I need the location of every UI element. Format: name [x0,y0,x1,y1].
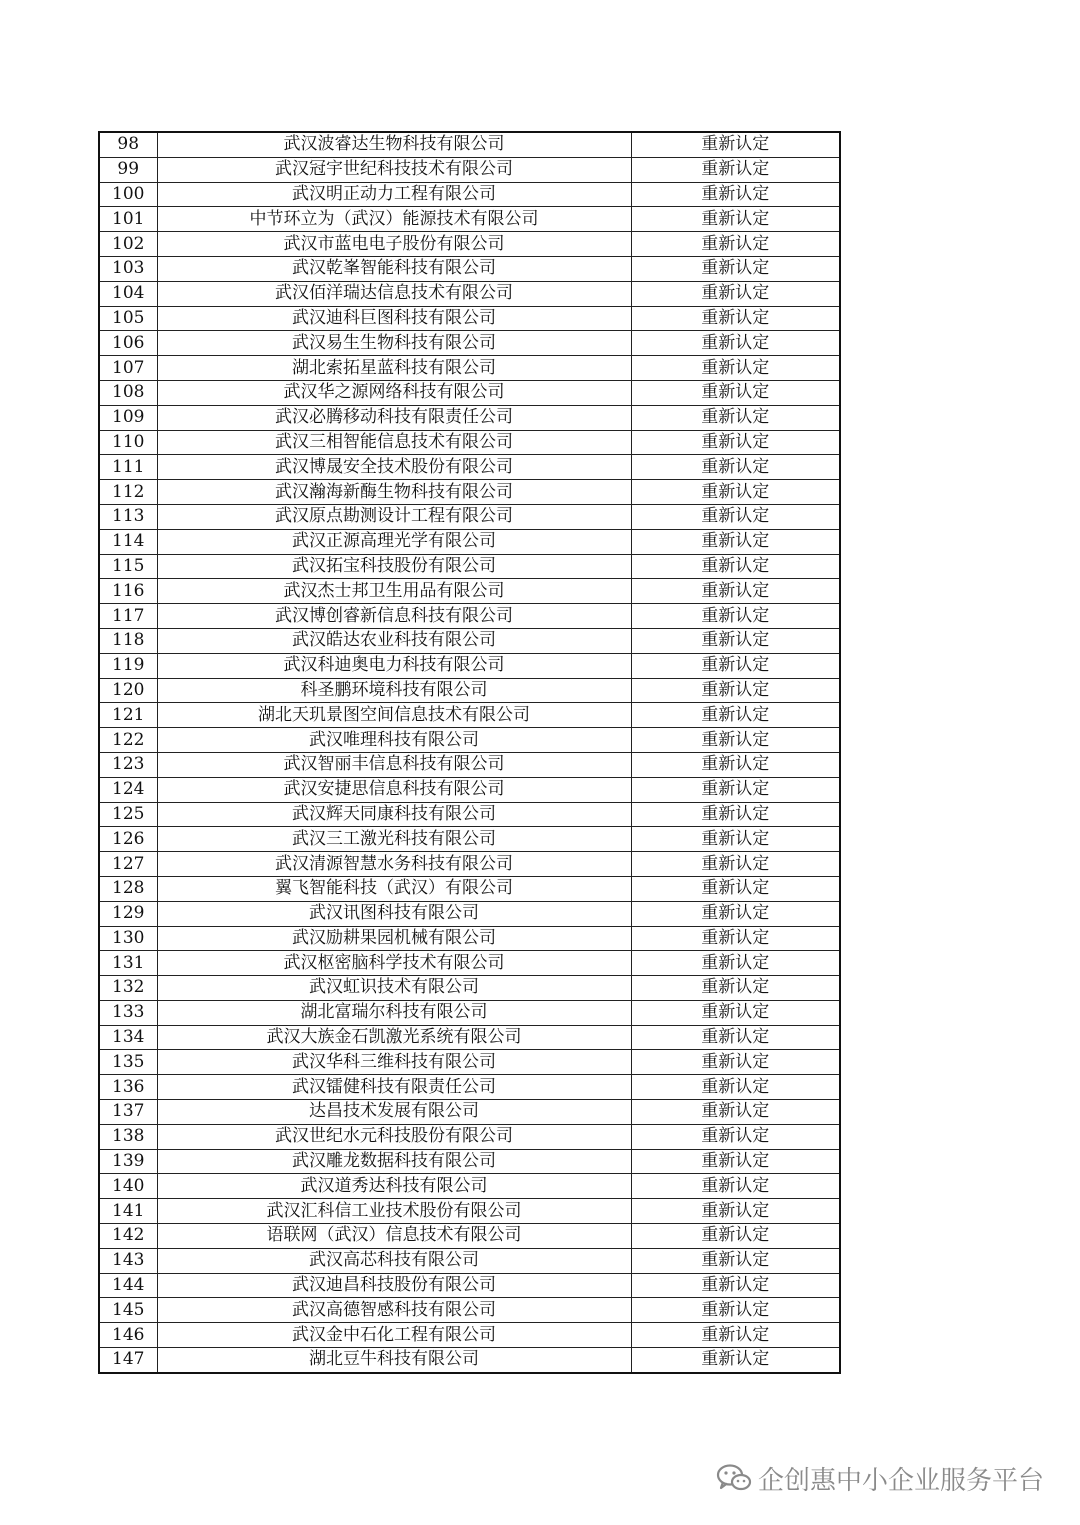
company-name: 湖北豆牛科技有限公司 [157,1348,631,1373]
status-text: 重新认定 [631,132,840,157]
table-row [99,1348,840,1373]
row-number: 109 [99,405,157,430]
table-row [99,430,840,455]
company-name: 武汉博晟安全技术股份有限公司 [157,455,631,480]
status-text: 重新认定 [631,1323,840,1348]
status-text: 重新认定 [631,653,840,678]
company-name: 武汉迪科巨图科技有限公司 [157,306,631,331]
status-text: 重新认定 [631,455,840,480]
table-row [99,182,840,207]
row-number: 108 [99,380,157,405]
company-name: 武汉市蓝电电子股份有限公司 [157,232,631,257]
row-number: 106 [99,331,157,356]
status-text: 重新认定 [631,157,840,182]
row-number: 145 [99,1298,157,1323]
company-name: 武汉原点勘测设计工程有限公司 [157,504,631,529]
company-name: 武汉世纪水元科技股份有限公司 [157,1124,631,1149]
company-name: 武汉三相智能信息技术有限公司 [157,430,631,455]
status-text: 重新认定 [631,356,840,381]
status-text: 重新认定 [631,678,840,703]
company-name: 武汉冠宇世纪科技技术有限公司 [157,157,631,182]
status-text: 重新认定 [631,579,840,604]
company-name: 武汉博创睿新信息科技有限公司 [157,604,631,629]
company-name: 武汉皓达农业科技有限公司 [157,628,631,653]
company-name: 科圣鹏环境科技有限公司 [157,678,631,703]
status-text: 重新认定 [631,554,840,579]
table-row [99,876,840,901]
watermark [716,1458,1044,1498]
table-row [99,356,840,381]
row-number: 102 [99,232,157,257]
company-name: 中节环立为（武汉）能源技术有限公司 [157,207,631,232]
status-text: 重新认定 [631,802,840,827]
table-row [99,157,840,182]
row-number: 107 [99,356,157,381]
status-text: 重新认定 [631,604,840,629]
company-name: 武汉辉天同康科技有限公司 [157,802,631,827]
table-row [99,604,840,629]
company-name: 武汉正源高理光学有限公司 [157,529,631,554]
row-number: 130 [99,926,157,951]
table-row [99,1075,840,1100]
table-row [99,1124,840,1149]
status-text: 重新认定 [631,281,840,306]
table-row [99,306,840,331]
table-row [99,132,840,157]
row-number: 140 [99,1174,157,1199]
row-number: 123 [99,752,157,777]
table-row [99,926,840,951]
status-text: 重新认定 [631,331,840,356]
company-name: 湖北富瑞尔科技有限公司 [157,1000,631,1025]
table-row [99,1050,840,1075]
status-text: 重新认定 [631,852,840,877]
row-number: 103 [99,256,157,281]
row-number: 135 [99,1050,157,1075]
row-number: 131 [99,951,157,976]
company-name: 武汉清源智慧水务科技有限公司 [157,852,631,877]
row-number: 138 [99,1124,157,1149]
row-number: 136 [99,1075,157,1100]
table-row [99,529,840,554]
row-number: 137 [99,1100,157,1125]
table-row [99,331,840,356]
company-name: 武汉雕龙数据科技有限公司 [157,1149,631,1174]
company-name: 武汉杰士邦卫生用品有限公司 [157,579,631,604]
row-number: 127 [99,852,157,877]
company-name: 武汉汇科信工业技术股份有限公司 [157,1199,631,1224]
row-number: 134 [99,1025,157,1050]
row-number: 122 [99,728,157,753]
table-row [99,504,840,529]
company-name: 武汉高德智感科技有限公司 [157,1298,631,1323]
company-name: 武汉虹识技术有限公司 [157,976,631,1001]
row-number: 101 [99,207,157,232]
company-name: 武汉唯理科技有限公司 [157,728,631,753]
company-name: 语联网（武汉）信息技术有限公司 [157,1224,631,1249]
table-row [99,703,840,728]
status-text: 重新认定 [631,306,840,331]
status-text: 重新认定 [631,480,840,505]
status-text: 重新认定 [631,1199,840,1224]
status-text: 重新认定 [631,752,840,777]
row-number: 116 [99,579,157,604]
status-text: 重新认定 [631,1348,840,1373]
row-number: 114 [99,529,157,554]
status-text: 重新认定 [631,703,840,728]
company-name: 武汉科迪奥电力科技有限公司 [157,653,631,678]
company-name: 武汉乾峯智能科技有限公司 [157,256,631,281]
table-row [99,852,840,877]
table-row [99,901,840,926]
row-number: 118 [99,628,157,653]
table-row [99,405,840,430]
company-name: 武汉迪昌科技股份有限公司 [157,1273,631,1298]
company-name: 武汉高芯科技有限公司 [157,1248,631,1273]
table-row [99,455,840,480]
status-text: 重新认定 [631,504,840,529]
status-text: 重新认定 [631,1050,840,1075]
wechat-icon [716,1463,752,1493]
status-text: 重新认定 [631,976,840,1001]
company-name: 武汉佰洋瑞达信息技术有限公司 [157,281,631,306]
status-text: 重新认定 [631,207,840,232]
table-row [99,281,840,306]
row-number: 99 [99,157,157,182]
row-number: 125 [99,802,157,827]
status-text: 重新认定 [631,1000,840,1025]
table-row [99,1100,840,1125]
row-number: 128 [99,876,157,901]
row-number: 110 [99,430,157,455]
table-row [99,1199,840,1224]
status-text: 重新认定 [631,380,840,405]
row-number: 146 [99,1323,157,1348]
table-row [99,1224,840,1249]
status-text: 重新认定 [631,901,840,926]
table-row [99,728,840,753]
row-number: 147 [99,1348,157,1373]
company-name: 武汉励耕果园机械有限公司 [157,926,631,951]
status-text: 重新认定 [631,1174,840,1199]
company-name: 武汉瀚海新酶生物科技有限公司 [157,480,631,505]
table-row [99,256,840,281]
status-text: 重新认定 [631,1124,840,1149]
row-number: 120 [99,678,157,703]
company-name: 达昌技术发展有限公司 [157,1100,631,1125]
company-name: 武汉枢密脑科学技术有限公司 [157,951,631,976]
table-row [99,207,840,232]
table-row [99,976,840,1001]
table-row [99,579,840,604]
status-text: 重新认定 [631,1075,840,1100]
row-number: 119 [99,653,157,678]
row-number: 139 [99,1149,157,1174]
status-text: 重新认定 [631,926,840,951]
row-number: 111 [99,455,157,480]
table-row [99,1273,840,1298]
status-text: 重新认定 [631,1298,840,1323]
company-name: 武汉华科三维科技有限公司 [157,1050,631,1075]
table-row [99,554,840,579]
company-name: 武汉镭健科技有限责任公司 [157,1075,631,1100]
status-text: 重新认定 [631,1100,840,1125]
status-text: 重新认定 [631,827,840,852]
row-number: 126 [99,827,157,852]
status-text: 重新认定 [631,628,840,653]
table-row [99,1174,840,1199]
company-name: 翼飞智能科技（武汉）有限公司 [157,876,631,901]
status-text: 重新认定 [631,1224,840,1249]
status-text: 重新认定 [631,728,840,753]
row-number: 117 [99,604,157,629]
company-name: 武汉明正动力工程有限公司 [157,182,631,207]
company-name: 武汉三工激光科技有限公司 [157,827,631,852]
company-name: 武汉必腾移动科技有限责任公司 [157,405,631,430]
status-text: 重新认定 [631,1248,840,1273]
status-text: 重新认定 [631,529,840,554]
row-number: 144 [99,1273,157,1298]
row-number: 105 [99,306,157,331]
row-number: 113 [99,504,157,529]
status-text: 重新认定 [631,1025,840,1050]
table-row [99,1025,840,1050]
company-name: 湖北天玑景图空间信息技术有限公司 [157,703,631,728]
row-number: 124 [99,777,157,802]
status-text: 重新认定 [631,876,840,901]
table-row [99,1149,840,1174]
table-row [99,232,840,257]
row-number: 121 [99,703,157,728]
row-number: 129 [99,901,157,926]
status-text: 重新认定 [631,430,840,455]
table-row [99,1000,840,1025]
company-name: 武汉道秀达科技有限公司 [157,1174,631,1199]
company-table [98,131,841,1374]
status-text: 重新认定 [631,256,840,281]
row-number: 132 [99,976,157,1001]
row-number: 98 [99,132,157,157]
company-name: 武汉波睿达生物科技有限公司 [157,132,631,157]
row-number: 141 [99,1199,157,1224]
company-name: 湖北索拓星蓝科技有限公司 [157,356,631,381]
status-text: 重新认定 [631,777,840,802]
row-number: 112 [99,480,157,505]
company-name: 武汉华之源网络科技有限公司 [157,380,631,405]
table-row [99,802,840,827]
status-text: 重新认定 [631,1273,840,1298]
table-row [99,1248,840,1273]
table-body [99,132,840,1373]
table-row [99,777,840,802]
company-name: 武汉大族金石凯激光系统有限公司 [157,1025,631,1050]
table-row [99,1323,840,1348]
company-name: 武汉拓宝科技股份有限公司 [157,554,631,579]
status-text: 重新认定 [631,1149,840,1174]
status-text: 重新认定 [631,405,840,430]
company-name: 武汉智丽丰信息科技有限公司 [157,752,631,777]
watermark-text: 企创惠中小企业服务平台 [757,1465,1044,1496]
status-text: 重新认定 [631,182,840,207]
table-row [99,628,840,653]
company-name: 武汉讯图科技有限公司 [157,901,631,926]
table-row [99,480,840,505]
table-row [99,678,840,703]
row-number: 143 [99,1248,157,1273]
company-name: 武汉易生生物科技有限公司 [157,331,631,356]
table-row [99,653,840,678]
table-row [99,827,840,852]
status-text: 重新认定 [631,232,840,257]
row-number: 115 [99,554,157,579]
table-row [99,752,840,777]
table-row [99,380,840,405]
table-row [99,951,840,976]
row-number: 104 [99,281,157,306]
company-name: 武汉金中石化工程有限公司 [157,1323,631,1348]
table-row [99,1298,840,1323]
company-name: 武汉安捷思信息科技有限公司 [157,777,631,802]
row-number: 100 [99,182,157,207]
row-number: 133 [99,1000,157,1025]
row-number: 142 [99,1224,157,1249]
status-text: 重新认定 [631,951,840,976]
